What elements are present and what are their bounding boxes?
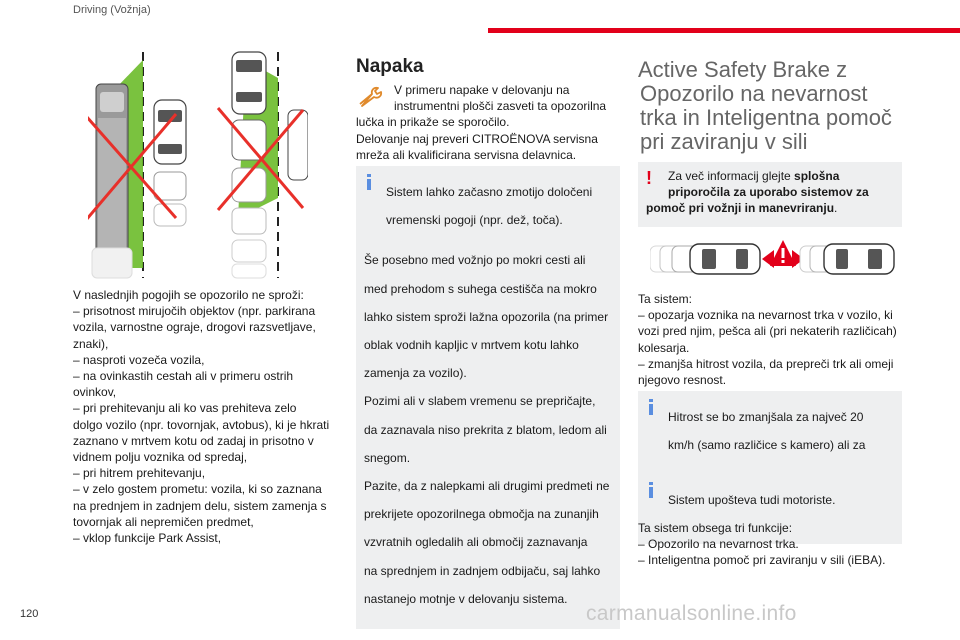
text-line: na prednjem in zadnjem delu, sistem zamenja s <box>73 498 327 513</box>
weather-info-box <box>356 166 620 629</box>
text-line: dolgo vozilo (npr. tovornjak, avtobus), ki je hkrati <box>73 417 330 432</box>
section-heading-active-safety-brake <box>638 58 902 154</box>
text-line: – na ovinkastih cestah ali v primeru ostrih <box>73 369 294 384</box>
non-trigger-conditions <box>73 287 345 546</box>
text-line: – prisotnost mirujočih objektov (npr. parkirana <box>73 304 316 319</box>
blind-spot-illustration <box>88 48 308 280</box>
text-line: Sistem lahko začasno zmotijo določeni <box>386 185 593 199</box>
text-line: – opozarja voznika na nevarnost trka v vozilo, ki <box>638 308 893 323</box>
text-line: tovornjak ali nepremičen predmet, <box>73 514 254 529</box>
text-line: lahko sistem sproži lažna opozorila (na primer <box>364 309 609 324</box>
link-text: priporočila za uporabo sistemov za <box>668 185 869 200</box>
text-line: Še posebno med vožnjo po mokri cesti ali <box>364 253 586 268</box>
text-line: njegovo resnost. <box>638 373 727 388</box>
system-description <box>638 291 902 388</box>
info-icon <box>646 399 660 465</box>
link-text: pomoč pri vožnji in manevriranju <box>646 201 835 216</box>
text-line: – pri prehitevanju ali ko vas prehiteva zelo <box>73 401 297 416</box>
text-line: oblak vodnih kapljic v mrtvem kotu lahko <box>364 338 579 353</box>
text-line: V naslednjih pogojih se opozorilo ne sproži: <box>73 288 304 302</box>
fault-intro <box>356 82 620 163</box>
text-line: vozi pred njim, pešca ali (pri nekaterih različicah) <box>638 324 897 339</box>
info-icon <box>646 482 660 520</box>
text-line: km/h (samo različice s kamero) ali za <box>668 438 866 453</box>
text-line: med prehodom s suhega cestišča na mokro <box>364 281 597 296</box>
warning-exclamation-icon: ! <box>646 168 652 188</box>
text-line: – zmanjša hitrost vozila, da prepreči trk ali omeji <box>638 356 894 371</box>
text-line: – Opozorilo na nevarnost trka. <box>638 537 799 552</box>
text-line: – vklop funkcije Park Assist, <box>73 531 222 546</box>
text-line: Sistem upošteva tudi motoriste. <box>668 493 836 507</box>
text-line: instrumentni plošči zasveti ta opozorilna <box>394 99 607 114</box>
running-header: Driving (Vožnja) <box>73 4 151 16</box>
text-line: vozila, varnostne ograje, drogovi razsvetljave, <box>73 320 316 335</box>
text-line: ovinkov, <box>73 385 117 400</box>
text-line: Delovanje naj preveri CITROËNOVA servisna <box>356 131 598 146</box>
text-line: – pri hitrem prehitevanju, <box>73 466 206 481</box>
functions-list <box>638 520 902 569</box>
text-line: vremenski pogoji (npr. dež, toča). <box>386 213 563 228</box>
text-line: znaki), <box>73 336 109 351</box>
text-line: prekrijete opozorilnega območja na zunanjih <box>364 507 599 522</box>
text-line: Pazite, da z nalepkami ali drugimi predmeti ne <box>364 479 610 494</box>
text-line: – Inteligentna pomoč pri zaviranju v sili (iEBA). <box>638 553 886 568</box>
text-run: . <box>834 201 838 216</box>
text-line: – nasproti vozeča vozila, <box>73 352 205 367</box>
text-line: V primeru napake v delovanju na <box>394 83 570 97</box>
recommendations-warning-box <box>638 162 902 227</box>
text-line: Ta sistem obsega tri funkcije: <box>638 521 793 535</box>
text-line: zamenja za vozilo). <box>364 366 467 381</box>
page-number: 120 <box>20 608 39 620</box>
heading-line: Opozorilo na nevarnost <box>640 81 868 106</box>
text-line: kolesarja. <box>638 340 690 355</box>
heading-line: trka in Inteligentna pomoč <box>640 105 892 130</box>
text-line: zaznano v mrtvem kotu od zadaj in prisotno v <box>73 433 314 448</box>
heading-line: pri zaviranju v sili <box>640 129 808 154</box>
text-run: Za več informacij glejte <box>668 169 795 183</box>
section-heading-fault: Napaka <box>356 56 424 77</box>
text-line: da zaznavala niso prekrita z blatom, ledom ali <box>364 422 607 437</box>
text-line: Ta sistem: <box>638 292 693 306</box>
text-line: nastanejo motnje v delovanju sistema. <box>364 591 568 606</box>
link-text: splošna <box>794 169 840 183</box>
text-line: lučka in prikaže se sporočilo. <box>356 115 510 130</box>
heading-line: Active Safety Brake z <box>638 57 848 82</box>
text-line: – v zelo gostem prometu: vozila, ki so zaznana <box>73 482 322 497</box>
info-icon <box>364 174 378 240</box>
text-line: snegom. <box>364 450 411 465</box>
header-accent-bar <box>488 28 960 33</box>
text-line: Hitrost se bo zmanjšala za največ 20 <box>668 410 864 424</box>
text-line: mreža ali kvalificirana servisna delavnica. <box>356 147 577 162</box>
collision-warning-illustration <box>650 236 896 280</box>
text-line: Pozimi ali v slabem vremenu se prepričajte, <box>364 394 596 409</box>
text-line: vidnem polju voznika od spredaj, <box>73 450 248 465</box>
text-line: na sprednjem in zadnjem odbijaču, saj lahko <box>364 563 601 578</box>
text-line: vzvratnih ogledalih ali območij zaznavanja <box>364 535 588 550</box>
watermark: carmanualsonline.info <box>586 602 797 625</box>
